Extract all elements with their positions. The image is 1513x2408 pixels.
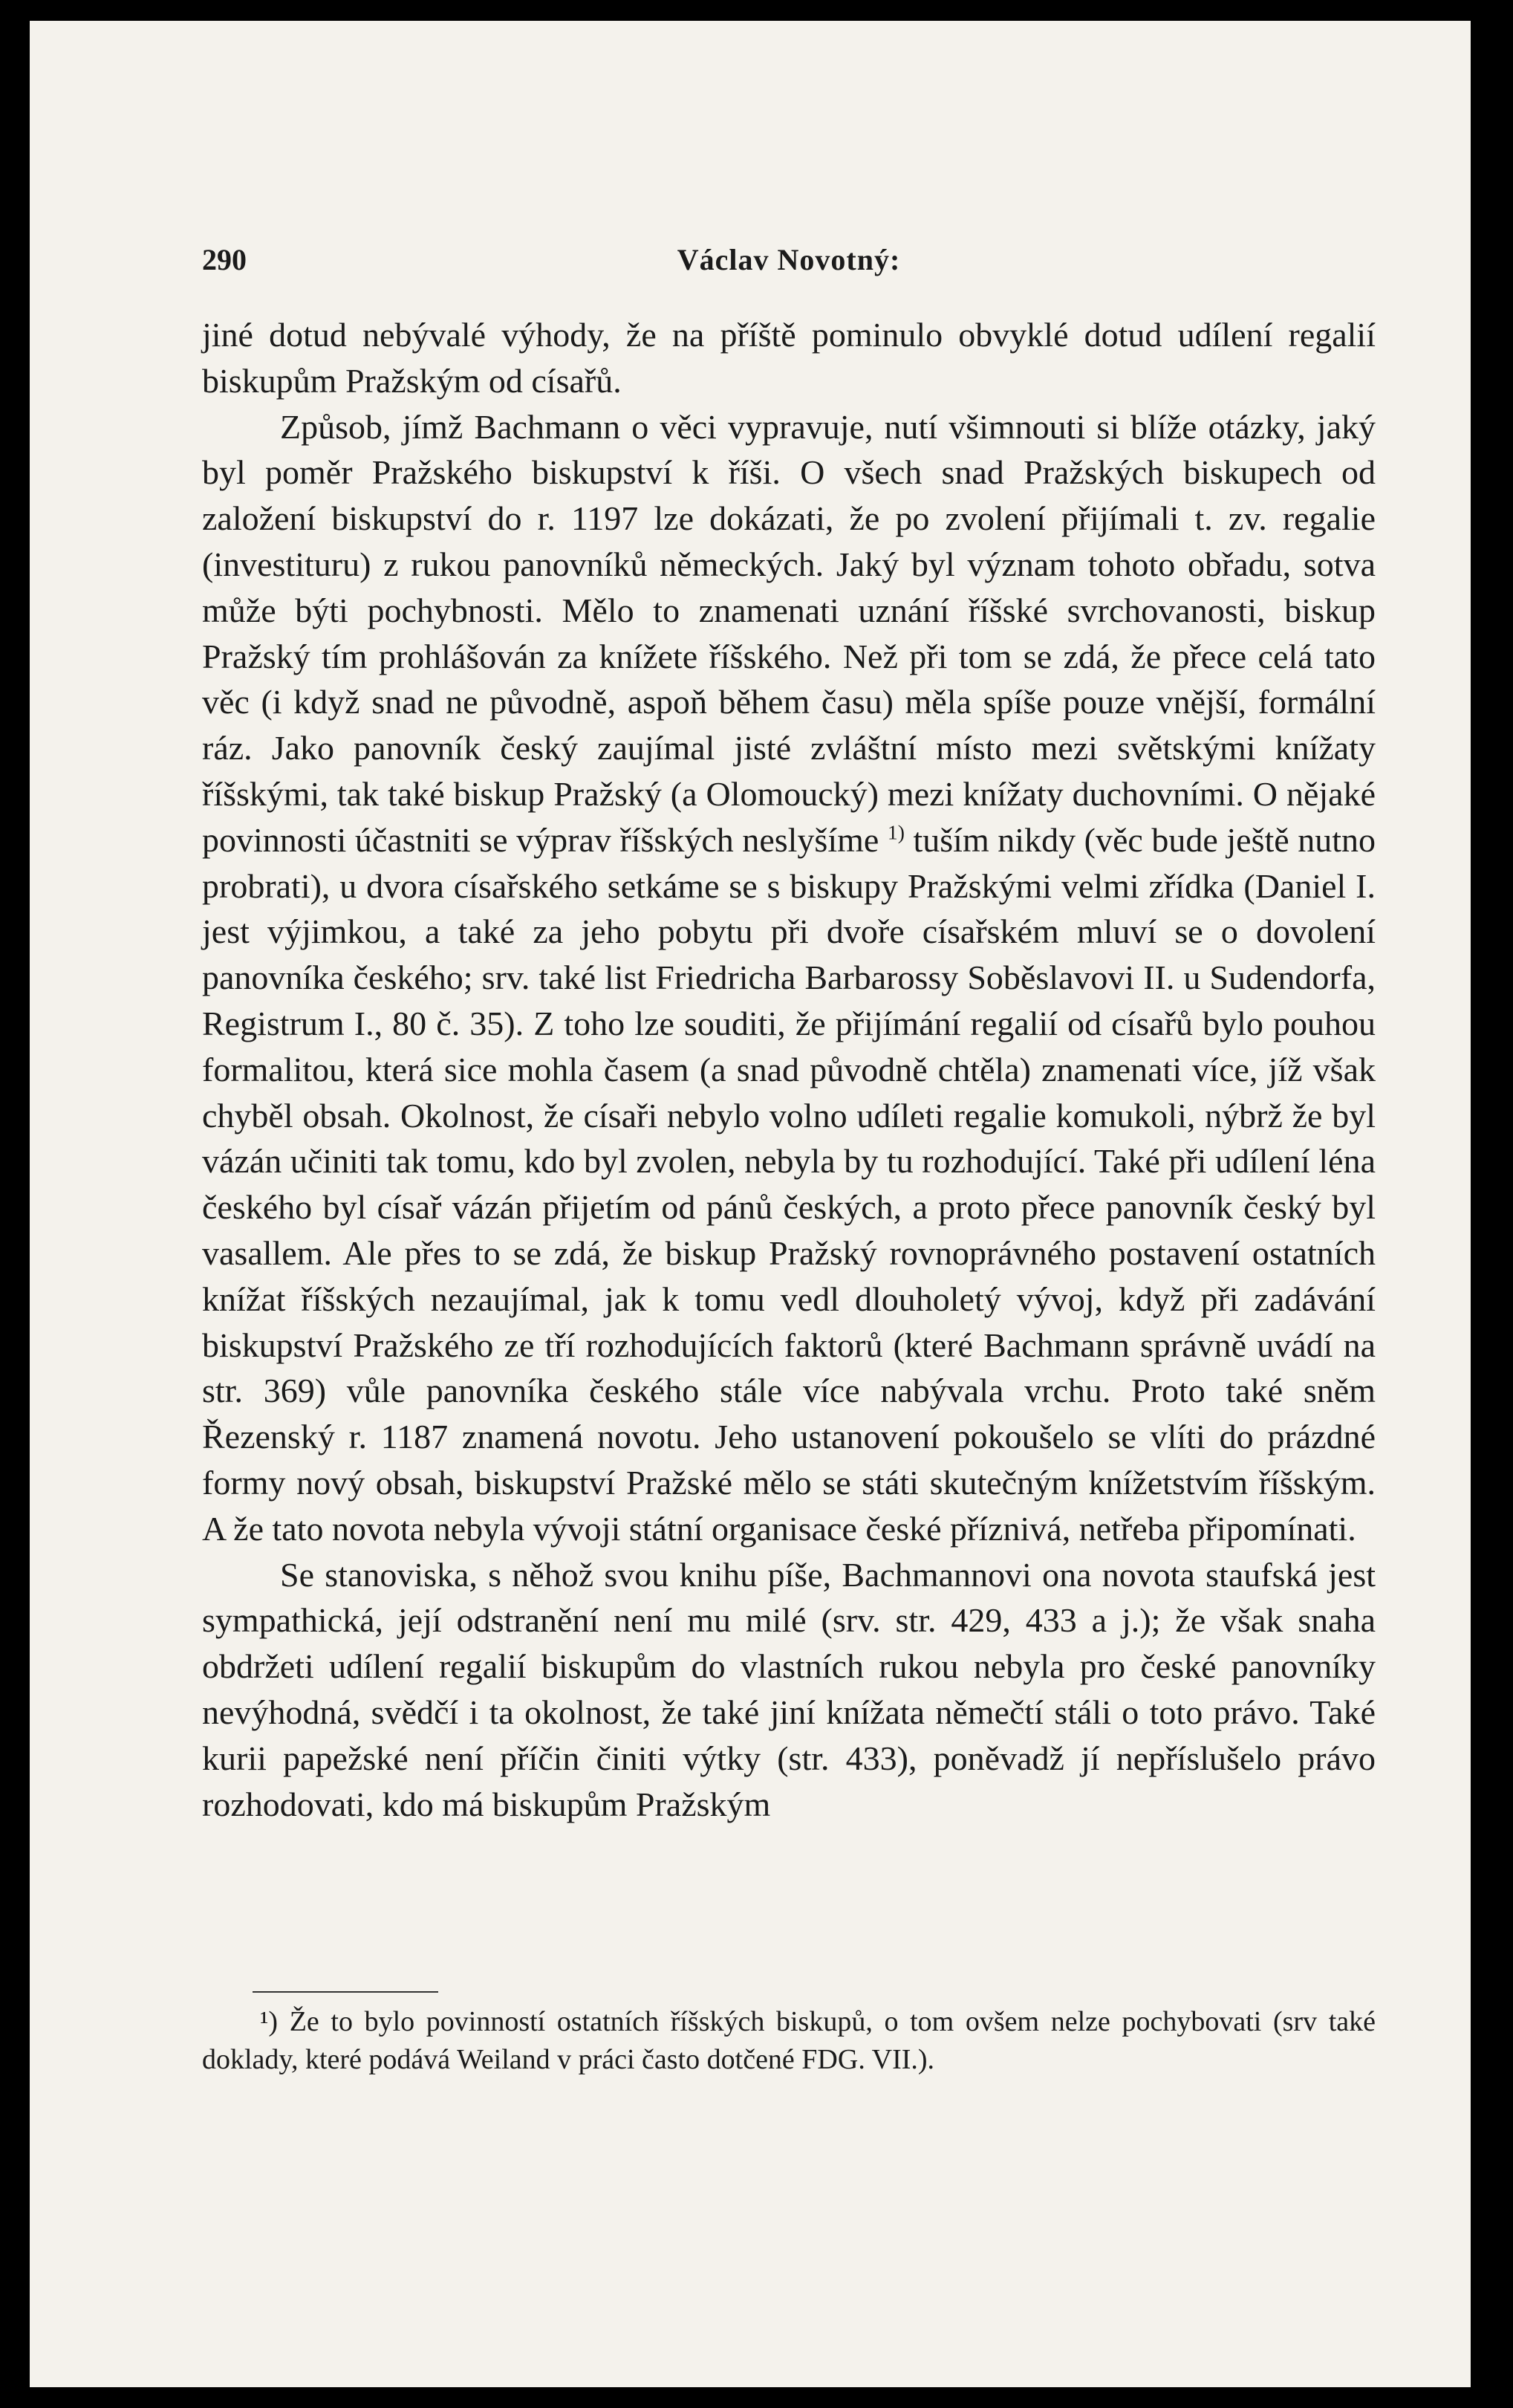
- book-page: [30, 21, 1471, 2387]
- page-number: 290: [202, 243, 247, 276]
- footnote-1: [202, 2003, 1376, 2079]
- paragraph-2-continuation: tuším nikdy (věc bude ještě nutno probrati), u dvora císařského setkáme se s biskupy Pražskými velmi zřídka (Daniel I. jest výjimkou, a také za jeho pobytu při dvoře císařském mluví se o dovolení panovníka českého; srv. také list Friedricha Barbarossy Soběslavovi II. u Sudendorfa, Registrum I., 80 č. 35). Z toho lze souditi, že přijímání regalií od císařů bylo pouhou formalitou, která sice mohla časem (a snad původně chtěla) znamenati více, jíž však chyběl obsah. Okolnost, že císaři nebylo volno udíleti regalie komukoli, nýbrž že byl vázán učiniti tak tomu, kdo byl zvolen, nebyla by tu rozhodující. Také při udílení léna českého byl císař vázán přijetím od pánů českých, a proto přece panovník český byl vasallem. Ale přes to se zdá, že biskup Pražský rovnoprávného postavení ostatních knížat říšských nezaujímal, jak k tomu vedl dlouholetý vývoj, když při zadávání biskupství Pražského ze tří rozhodujících faktorů (které Bachmann správně uvádí na str. 369) vůle panovníka českého stále více nabývala vrchu. Proto také sněm Řezenský r. 1187 znamená novotu. Jeho ustanovení pokoušelo se vlíti do prázdné formy nový obsah, biskupství Pražské mělo se státi skutečným knížetstvím říšským. A že tato novota nebyla vývoji státní organisace české příznivá, netřeba připomínati.: [202, 820, 1376, 1548]
- footnote-divider: [253, 1991, 438, 1993]
- footnote-reference: 1): [887, 820, 905, 844]
- paragraph-2-text: Způsob, jímž Bachmann o věci vypravuje, nutí všimnouti si blíže otázky, jaký byl poměr Pražského biskupství k říši. O všech snad Pražských biskupech od založení biskupství do r. 1197 lze dokázati, že po zvolení přijímali t. zv. regalie (investituru) z rukou panovníků německých. Jaký byl význam tohoto obřadu, sotva může býti pochybnosti. Mělo to znamenati uznání říšské svrchovanosti, biskup Pražský tím prohlášován za knížete říšského. Než při tom se zdá, že přece celá tato věc (i když snad ne původně, aspoň během času) měla spíše pouze vnější, formální ráz. Jako panovník český zaujímal jisté zvláštní místo mezi světskými knížaty říšskými, tak také biskup Pražský (a Olomoucký) mezi knížaty duchovními. O nějaké povinnosti účastniti se výprav říšských neslyšíme: [202, 407, 1376, 859]
- footnote-text: Že to bylo povinností ostatních říšských biskupů, o tom ovšem nelze pochybovati (srv také doklady, které podává Weiland v práci často dotčené FDG. VII.).: [202, 2006, 1376, 2075]
- footnotes: [202, 2003, 1376, 2079]
- paragraph-2: [202, 404, 1376, 1552]
- footnote-marker: ¹): [260, 2006, 279, 2037]
- running-head: [202, 242, 1376, 287]
- body-text: [202, 312, 1376, 1827]
- paragraph-1: jiné dotud nebývalé výhody, že na příště pominulo obvyklé dotud udílení regalií biskupům Pražským od císařů.: [202, 316, 1376, 400]
- paragraph-3: Se stanoviska, s něhož svou knihu píše, Bachmannovi ona novota staufská jest sympathická, její odstranění není mu milé (srv. str. 429, 433 a j.); že však snaha obdržeti udílení regalií biskupům do vlastních rukou nebyla pro české panovníky nevýhodná, svědčí i ta okolnost, že také jiní knížata němečtí stáli o toto právo. Také kurii papežské není příčin činiti výtky (str. 433), poněvadž jí nepříslušelo právo rozhodovati, kdo má biskupům Pražským: [202, 1555, 1376, 1823]
- running-title: Václav Novotný:: [677, 243, 901, 276]
